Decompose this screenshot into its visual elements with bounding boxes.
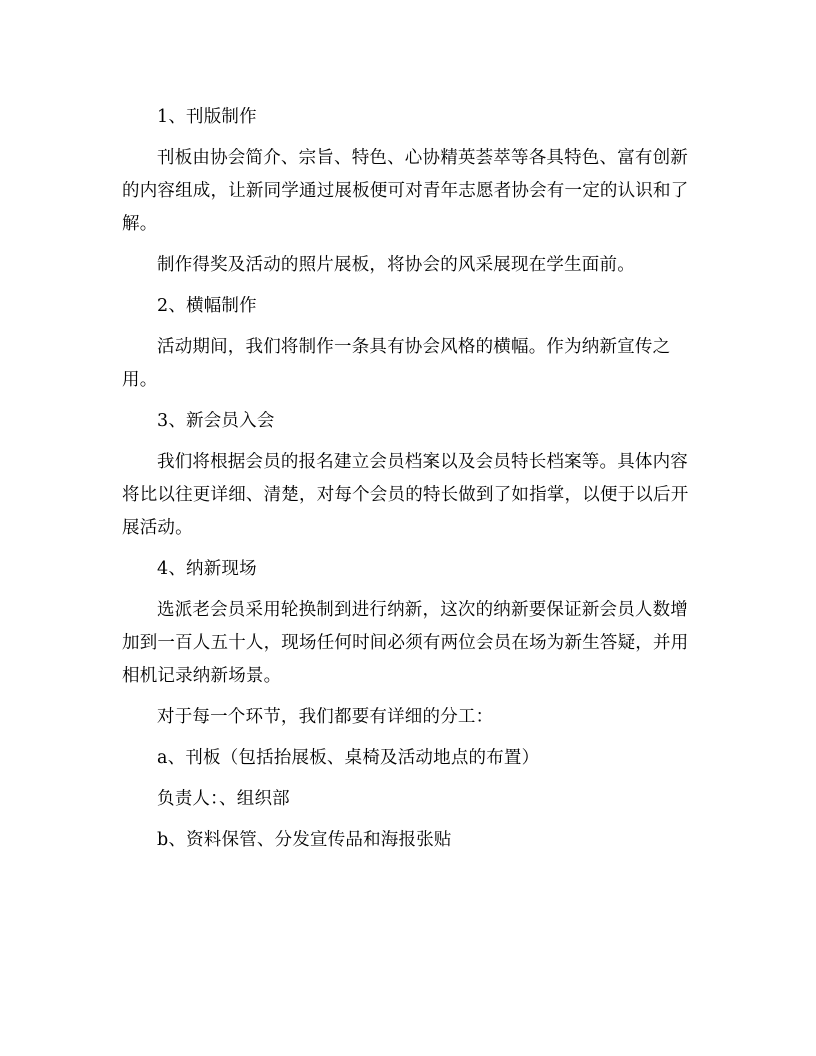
section-heading-3: 3、新会员入会 <box>157 411 275 431</box>
section-heading-1: 1、刊版制作 <box>157 107 257 127</box>
responsible-person-line: 负责人：、组织部 <box>157 789 290 809</box>
list-item-b: b、资料保管、分发宣传品和海报张贴 <box>157 830 452 850</box>
document-body <box>122 101 702 865</box>
paragraph-banner: 活动期间，我们将制作一条具有协会风格的横幅。作为纳新宣传之用。 <box>122 337 671 390</box>
paragraph-photo-board: 制作得奖及活动的照片展板，将协会的风采展现在学生面前。 <box>157 255 635 275</box>
list-item-a: a、刊板（包括抬展板、桌椅及活动地点的布置） <box>157 748 540 768</box>
paragraph-division-of-labor: 对于每一个环节，我们都要有详细的分工： <box>157 707 494 727</box>
paragraph-member-registration: 我们将根据会员的报名建立会员档案以及会员特长档案等。具体内容将比以往更详细、清楚，对每个会员的特长做到了如指掌，以便于以后开展活动。 <box>122 452 689 538</box>
section-heading-4: 4、纳新现场 <box>157 559 257 579</box>
section-heading-2: 2、横幅制作 <box>157 296 257 316</box>
paragraph-recruitment-site: 选派老会员采用轮换制到进行纳新，这次的纳新要保证新会员人数增加到一百人五十人，现场任何时间必须有两位会员在场为新生答疑，并用相机记录纳新场景。 <box>122 600 689 686</box>
paragraph-board-content: 刊板由协会简介、宗旨、特色、心协精英荟萃等各具特色、富有创新的内容组成，让新同学通过展板便可对青年志愿者协会有一定的认识和了解。 <box>122 148 689 234</box>
